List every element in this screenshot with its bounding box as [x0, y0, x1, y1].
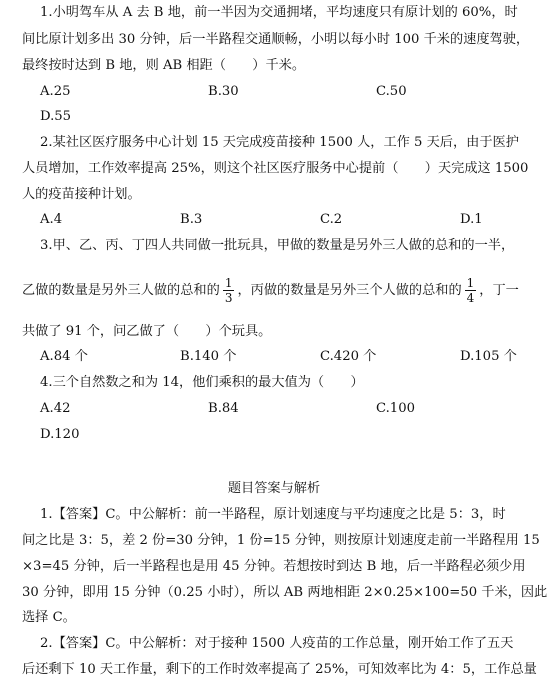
q2-line-1: 2.某社区医疗服务中心计划 15 天完成疫苗接种 1500 人，工作 5 天后，由于医护 [40, 135, 519, 150]
q3-option-c: C.420 个 [320, 349, 377, 364]
q4-line-1: 4.三个自然数之和为 14，他们乘积的最大值为（ ） [40, 375, 364, 390]
a1-line-5: 选择 C。 [22, 610, 76, 625]
fraction-one-quarter: $\frac{1}{4}$ [466, 276, 475, 305]
q3-line-3: 共做了 91 个，问乙做了（ ）个玩具。 [22, 324, 272, 339]
q1-option-a: A.25 [40, 84, 71, 99]
q3-line-2-part-a: 乙做的数量是另外三人做的总和的 [22, 283, 220, 298]
q1-line-2: 间比原计划多出 30 分钟，后一半路程交通顺畅，小明以每小时 100 千米的速度驾驶， [22, 32, 530, 47]
answers-title: 题目答案与解析 [227, 481, 321, 496]
q1-line-1: 1.小明驾车从 A 去 B 地，前一半因为交通拥堵，平均速度只有原计划的 60%，时 [40, 5, 518, 20]
q3-line-2-part-c: ，丁一 [479, 283, 519, 298]
a1-line-4: 30 分钟，即用 15 分钟（0.25 小时），所以 AB 两地相距 2×0.25×100=50 千米，因此 [22, 585, 548, 600]
q4-option-a: A.42 [40, 401, 71, 416]
q2-option-d: D.1 [460, 212, 483, 227]
a1-line-2: 间之比是 3：5，差 2 份=30 分钟，1 份=15 分钟，则按原计划速度走前一半路程用 15 [22, 533, 540, 548]
q2-line-2: 人员增加，工作效率提高 25%，则这个社区医疗服务中心提前（ ）天完成这 1500 [22, 161, 529, 176]
a1-line-3: ×3=45 分钟，后一半路程也是用 45 分钟。若想按时到达 B 地，后一半路程必须少用 [22, 559, 526, 574]
q2-option-c: C.2 [320, 212, 343, 227]
q4-option-d: D.120 [40, 427, 80, 442]
q3-option-a: A.84 个 [40, 349, 88, 364]
q1-option-c: C.50 [376, 84, 407, 99]
q3-line-2-part-b: ，丙做的数量是另外三个人做的总和的 [237, 283, 462, 298]
q2-option-a: A.4 [40, 212, 63, 227]
q3-option-b: B.140 个 [180, 349, 237, 364]
q2-line-3: 人的疫苗接种计划。 [22, 187, 141, 202]
q2-option-b: B.3 [180, 212, 203, 227]
q4-option-b: B.84 [208, 401, 239, 416]
fraction-one-third: $\frac{1}{3}$ [224, 276, 233, 305]
a2-line-1: 2.【答案】C。中公解析：对于接种 1500 人疫苗的工作总量，刚开始工作了五天 [40, 636, 514, 651]
q4-option-c: C.100 [376, 401, 415, 416]
q1-line-3: 最终按时达到 B 地，则 AB 相距（ ）千米。 [22, 58, 306, 73]
a2-line-2: 后还剩下 10 天工作量，剩下的工作时效率提高了 25%，可知效率比为 4：5，工作总量 [22, 662, 537, 677]
q3-line-1: 3.甲、乙、丙、丁四人共同做一批玩具，甲做的数量是另外三人做的总和的一半， [40, 238, 515, 253]
a1-line-1: 1.【答案】C。中公解析：前一半路程，原计划速度与平均速度之比是 5：3，时 [40, 507, 506, 522]
q1-option-b: B.30 [208, 84, 239, 99]
q3-option-d: D.105 个 [460, 349, 517, 364]
q3-line-2 [22, 276, 519, 305]
q1-option-d: D.55 [40, 109, 72, 124]
